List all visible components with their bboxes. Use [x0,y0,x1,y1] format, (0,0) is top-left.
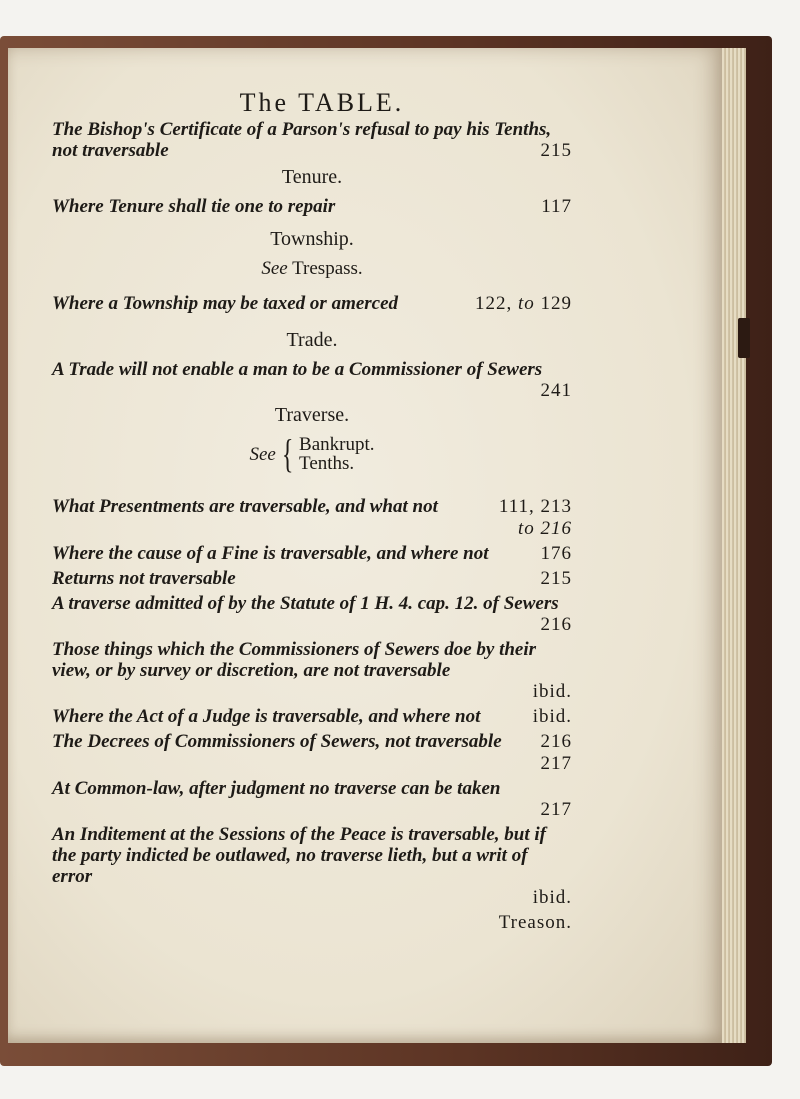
entry-page-continued: to 216 [517,518,572,539]
entry-trade [52,359,572,401]
page-text [52,88,572,933]
entry-bishops-certificate [52,119,572,161]
entry-text: Where the Act of a Judge is traversable, and where not [52,706,481,727]
catchword: Treason. [498,912,572,933]
entry-text: An Inditement at the Sessions of the Peace is traversable, but if the party indicted be outlawed, no traverse lieth, but a writ of error [52,824,547,887]
entry-page: 122, to 129 [474,293,572,314]
entry-text: Where a Township may be taxed or amerced [52,293,399,314]
list-item [52,543,572,564]
entry-page: ibid. [532,887,572,908]
entry-text: A traverse admitted of by the Statute of 1 H. 4. cap. 12. of Sewers [52,593,559,614]
section-heading-traverse: Traverse. [274,404,350,426]
entry-text: Where Tenure shall tie one to repair [52,196,336,217]
page-edges [722,48,746,1043]
see-reference-township [52,258,572,279]
see-word: See [249,443,276,465]
see-reference-traverse [52,431,572,476]
entry-page: 216 [540,614,572,635]
see-item: Bankrupt. [299,434,375,455]
running-title: The TABLE. [239,88,405,117]
entry-page: 117 [541,196,572,217]
entry-page: 241 [540,380,572,401]
list-item [52,496,572,517]
entry-text: Those things which the Commissioners of Sewers doe by their view, or by survey or discretion, are not traversable [52,639,537,681]
brace-glyph: { [281,431,294,476]
entry-text: Where the cause of a Fine is traversable, and where not [52,543,489,564]
traverse-entries [52,496,572,908]
entry-page: 217 [540,799,572,820]
entry-page: 111, 213 [498,496,572,517]
entry-page: ibid. [532,706,572,727]
list-item [52,706,572,727]
entry-text: The Decrees of Commissioners of Sewers, not traversable [52,731,502,752]
entry-text: At Common-law, after judgment no traverse can be taken [52,778,501,799]
entry-page-continued: 217 [540,753,572,774]
entry-text: What Presentments are traversable, and what not [52,496,438,517]
section-heading-tenure: Tenure. [281,166,343,188]
see-item: Tenths. [299,453,355,474]
see-word: See [261,258,288,279]
entry-text: The Bishop's Certificate of a Parson's refusal to pay his Tenths, not traversable [52,119,552,161]
section-heading-trade: Trade. [286,329,338,351]
see-target: Trespass. [292,258,363,279]
entry-township [52,293,572,314]
list-item [52,639,572,702]
entry-page: 215 [540,140,572,161]
list-item [52,731,572,752]
entry-text: Returns not traversable [52,568,236,589]
entry-tenure [52,196,572,217]
list-item [52,778,572,820]
entry-page: 215 [540,568,572,589]
list-item [52,568,572,589]
see-list [299,435,374,473]
entry-page: 216 [540,731,572,752]
list-item [52,824,572,908]
bookmark-tab [738,318,750,358]
entry-page: 176 [540,543,572,564]
entry-text: A Trade will not enable a man to be a Commissioner of Sewers [52,359,543,380]
section-heading-township: Township. [270,228,354,250]
entry-page: ibid. [532,681,572,702]
list-item [52,593,572,635]
